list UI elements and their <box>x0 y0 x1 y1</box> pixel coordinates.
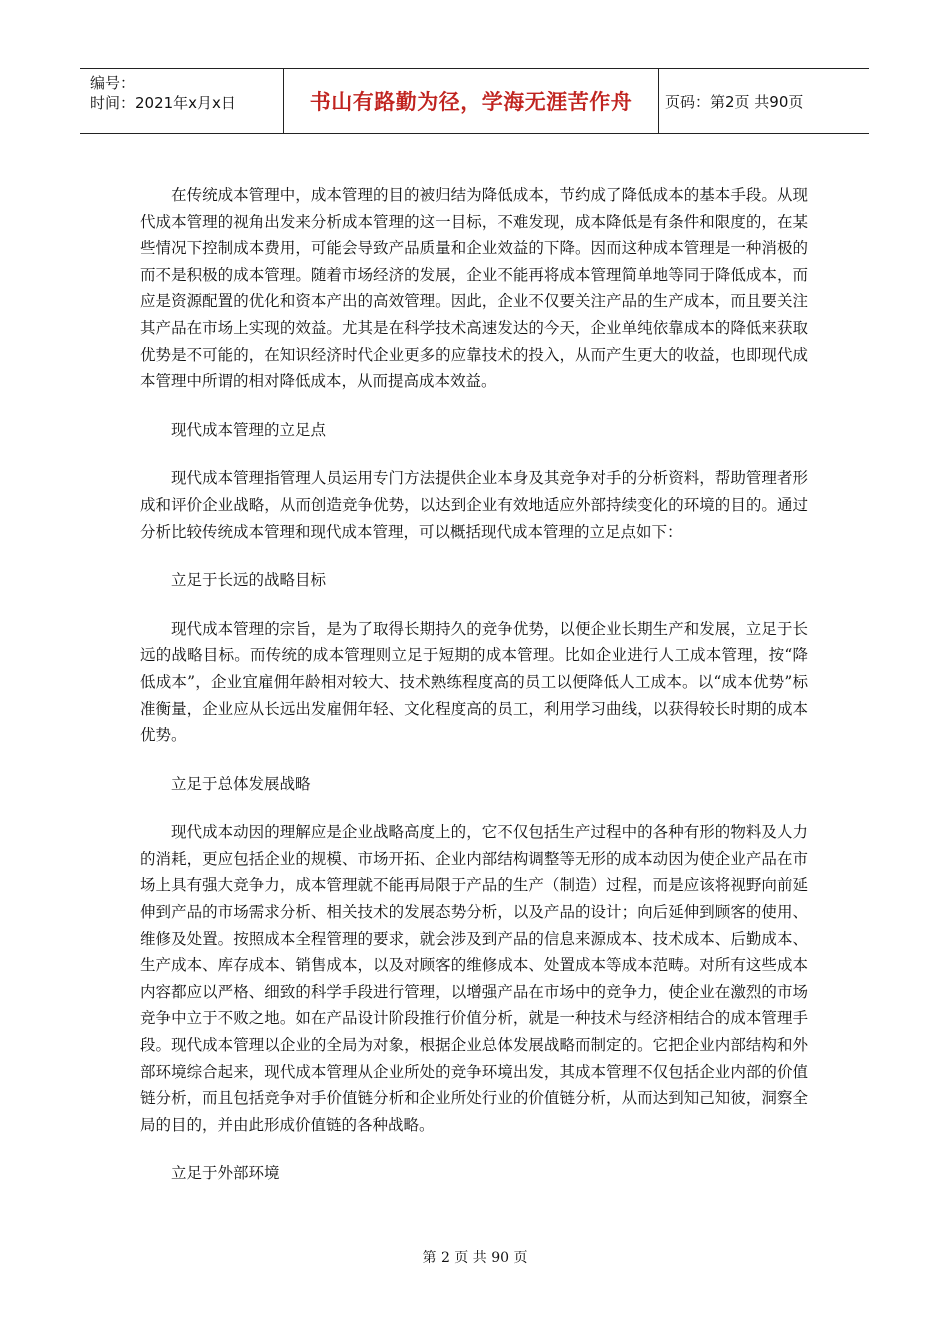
paragraph: 现代成本管理指管理人员运用专门方法提供企业本身及其竞争对手的分析资料，帮助管理者形成和评价企业战略，从而创造竞争优势，以达到企业有效地适应外部持续变化的环境的目的。通过分析比较传统成本管理和现代成本管理，可以概括现代成本管理的立足点如下： <box>140 469 808 541</box>
paragraph: 现代成本动因的理解应是企业战略高度上的，它不仅包括生产过程中的各种有形的物料及人力的消耗，更应包括企业的规模、市场开拓、企业内部结构调整等无形的成本动因为使企业产品在市场上具有强大竞争力，成本管理就不能再局限于产品的生产（制造）过程，而是应该将视野向前延伸到产品的市场需求分析、相关技术的发展态势分析，以及产品的设计；向后延伸到顾客的使用、维修及处置。按照成本全程管理的要求，就会涉及到产品的信息来源成本、技术成本、后勤成本、生产成本、库存成本、销售成本，以及对顾客的维修成本、处置成本等成本范畴。对所有这些成本内容都应以严格、细致的科学手段进行管理，以增强产品在市场中的竞争力，使企业在激烈的市场竞争中立于不败之地。如在产品设计阶段推行价值分析，就是一种技术与经济相结合的成本管理手段。现代成本管理以企业的全局为对象，根据企业总体发展战略而制定的。它把企业内部结构和外部环境综合起来，现代成本管理从企业所处的竞争环境出发，其成本管理不仅包括企业内部的价值链分析，而且包括竞争对手价值链分析和企业所处行业的价值链分析，从而达到知己知彼，洞察全局的目的，并由此形成价值链的各种战略。 <box>140 823 808 1134</box>
header-number-label: 编号： <box>90 74 136 92</box>
header-divider <box>658 69 659 133</box>
document-body <box>140 182 808 1209</box>
section-heading: 立足于总体发展战略 <box>171 774 311 793</box>
section-heading: 现代成本管理的立足点 <box>171 420 327 439</box>
header-page-info: 页码：第2页 共90页 <box>665 92 804 111</box>
header-divider <box>283 69 284 133</box>
header-motto: 书山有路勤为径，学海无涯苦作舟 <box>309 90 633 114</box>
section-heading: 立足于外部环境 <box>171 1164 280 1183</box>
header-date-label: 时间：2021年x月x日 <box>90 94 236 112</box>
paragraph: 现代成本管理的宗旨，是为了取得长期持久的竞争优势，以便企业长期生产和发展，立足于长远的战略目标。而传统的成本管理则立足于短期的成本管理。比如企业进行人工成本管理，按“降低成本”，企业宜雇佣年龄相对较大、技术熟练程度高的员工以便降低人工成本。以“成本优势”标准衡量，企业应从长远出发雇佣年轻、文化程度高的员工，利用学习曲线，以获得较长时期的成本优势。 <box>140 619 808 745</box>
header-meta <box>90 73 280 113</box>
page-header <box>80 68 869 134</box>
page-footer: 第 2 页 共 90 页 <box>422 1250 528 1266</box>
section-heading: 立足于长远的战略目标 <box>171 571 327 590</box>
paragraph: 在传统成本管理中，成本管理的目的被归结为降低成本，节约成了降低成本的基本手段。从现代成本管理的视角出发来分析成本管理的这一目标，不难发现，成本降低是有条件和限度的，在某些情况下控制成本费用，可能会导致产品质量和企业效益的下降。因而这种成本管理是一种消极的而不是积极的成本管理。随着市场经济的发展，企业不能再将成本管理简单地等同于降低成本，而应是资源配置的优化和资本产出的高效管理。因此，企业不仅要关注产品的生产成本，而且要关注其产品在市场上实现的效益。尤其是在科学技术高速发达的今天，企业单纯依靠成本的降低来获取优势是不可能的，在知识经济时代企业更多的应靠技术的投入，从而产生更大的收益，也即现代成本管理中所谓的相对降低成本，从而提高成本效益。 <box>140 186 808 391</box>
